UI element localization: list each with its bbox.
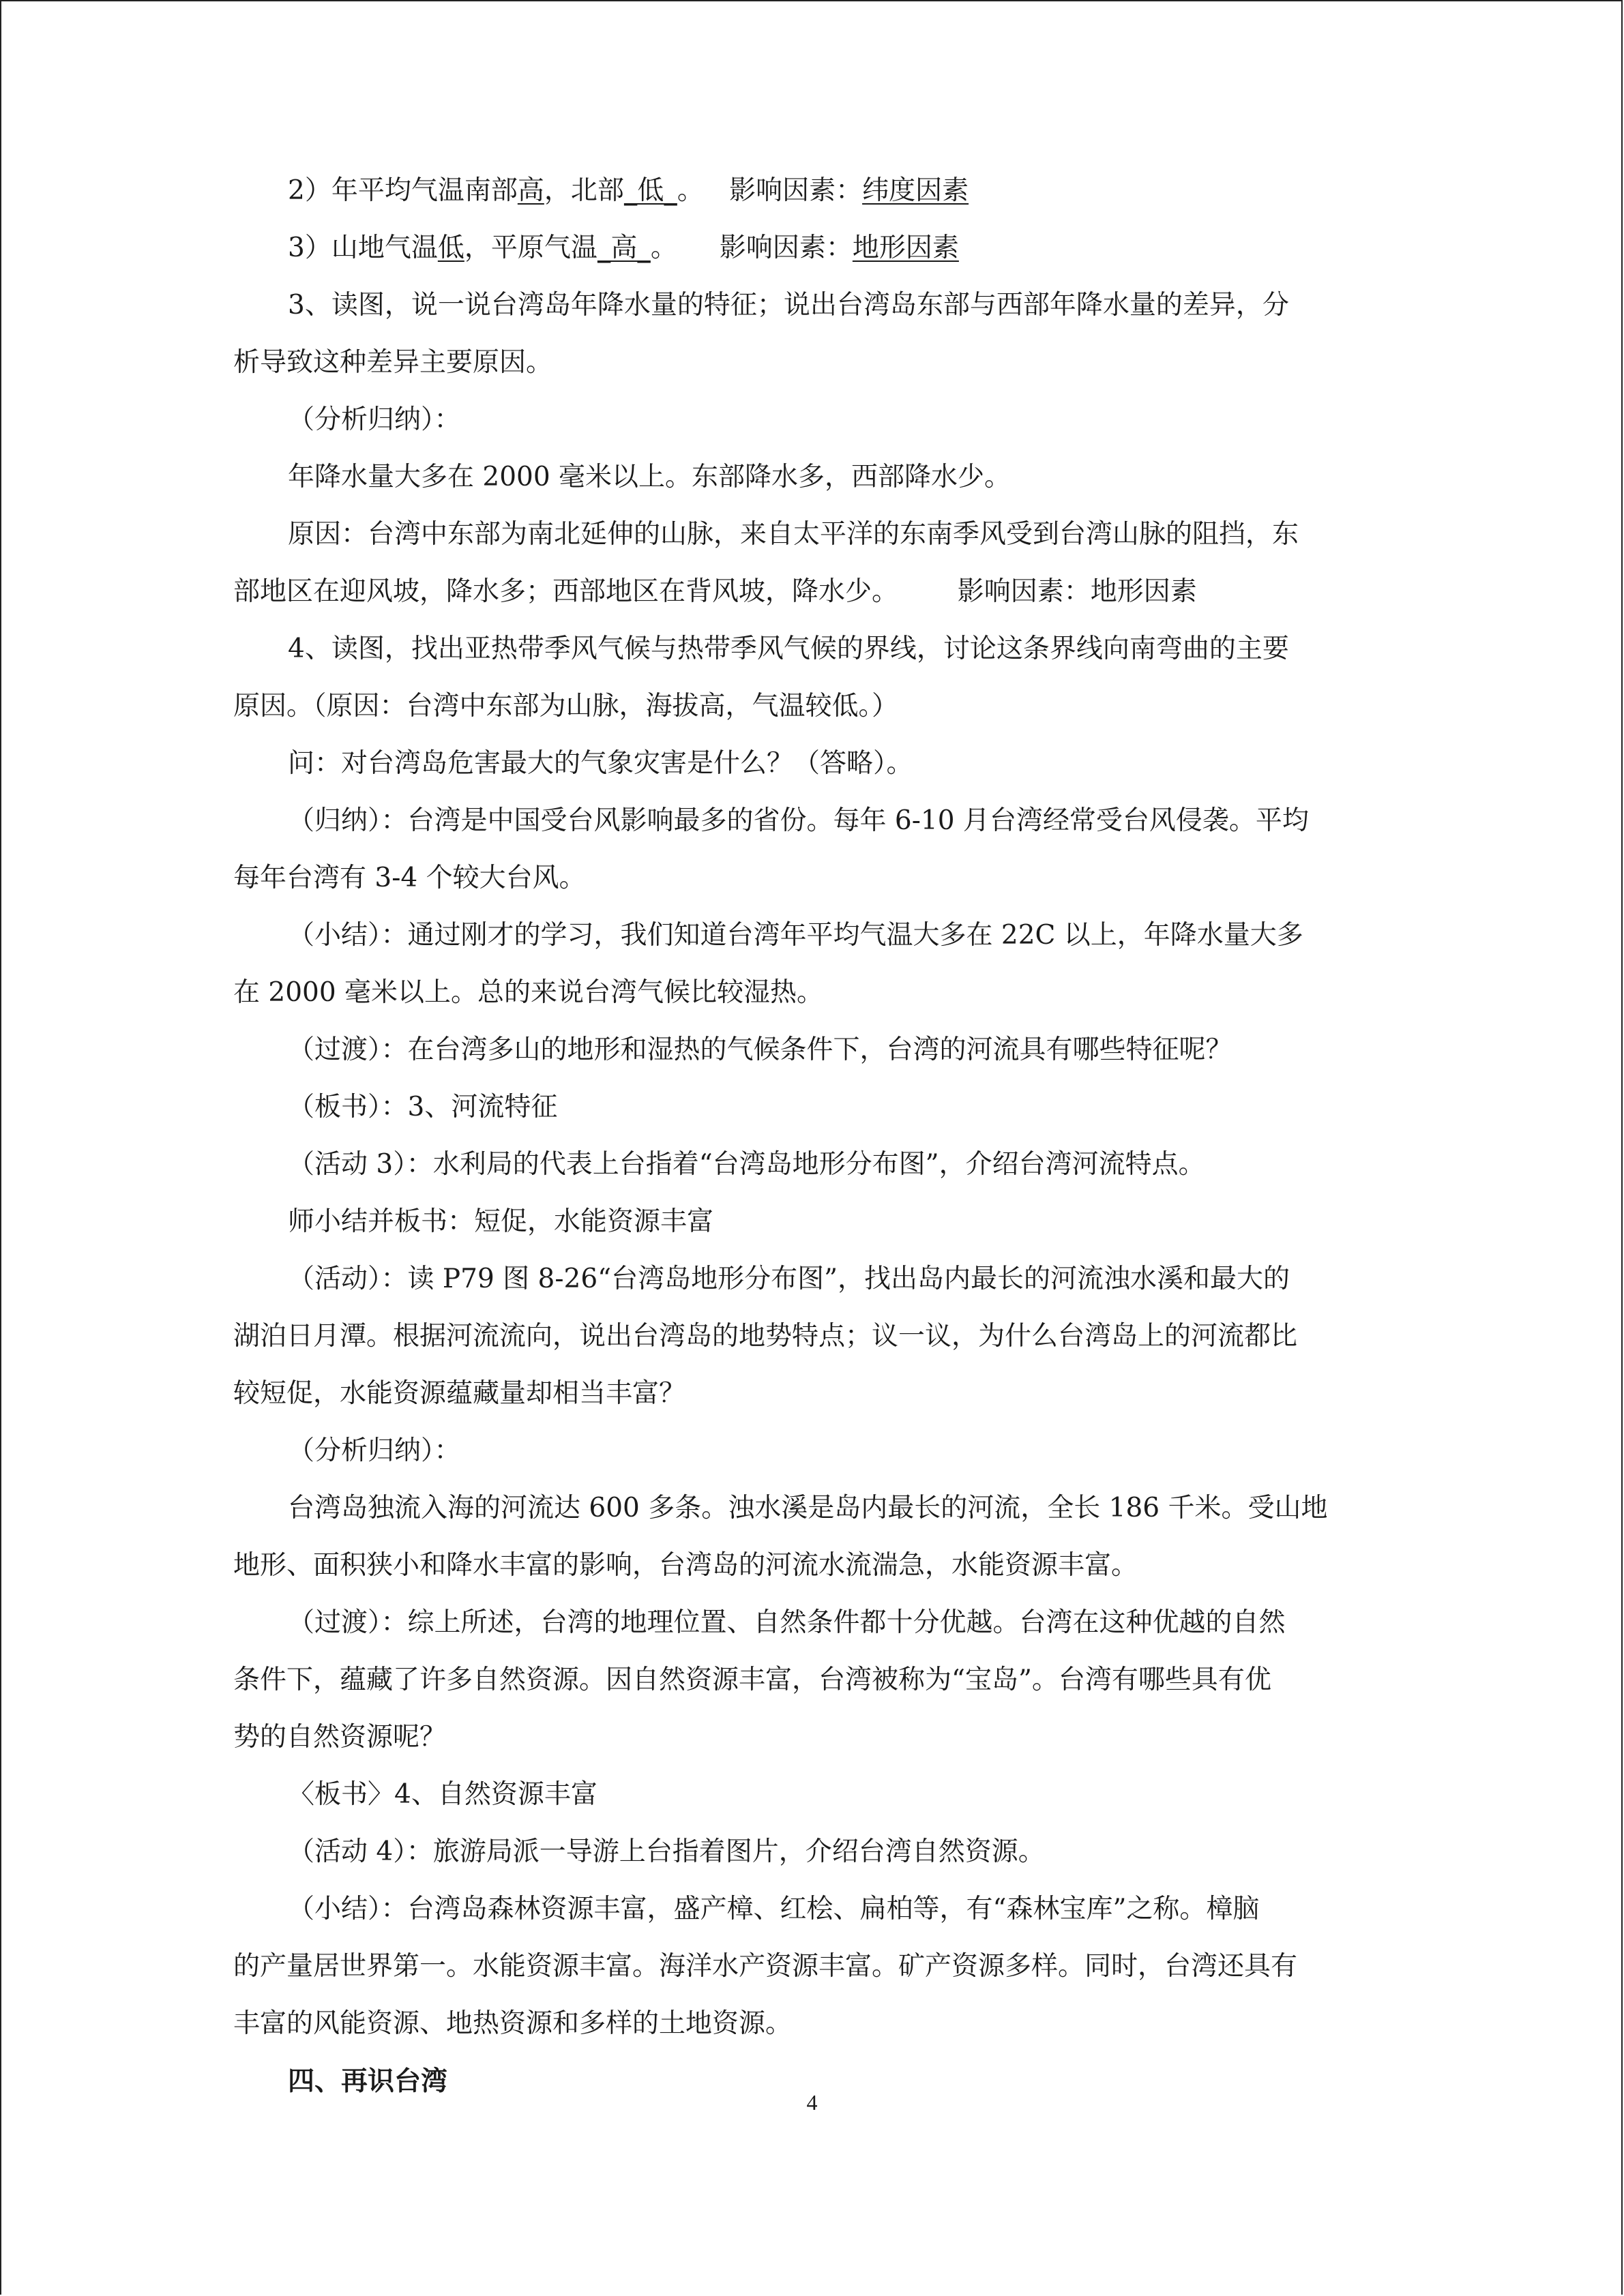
- paragraph-line: （过渡）：综上所述，台湾的地理位置、自然条件都十分优越。台湾在这种优越的自然: [288, 1607, 1286, 1638]
- paragraph-line: 3、读图，说一说台湾岛年降水量的特征；说出台湾岛东部与西部年降水量的差异，分: [288, 290, 1289, 320]
- text-run: 。 影响因素：: [677, 175, 863, 206]
- paragraph-line: （分析归纳）：: [288, 404, 461, 435]
- text-run: ，平原气温: [464, 233, 597, 263]
- paragraph-line: 的产量居世界第一。水能资源丰富。海洋水产资源丰富。矿产资源多样。同时，台湾还具有: [233, 1951, 1298, 1982]
- document-body: [233, 162, 1387, 2110]
- paragraph-line: 4、读图，找出亚热带季风气候与热带季风气候的界线，讨论这条界线向南弯曲的主要: [288, 633, 1289, 664]
- paragraph-line: 原因。（原因：台湾中东部为山脉，海拔高，气温较低。）: [233, 691, 899, 721]
- page-number: 4: [806, 2090, 818, 2115]
- paragraph-line: [233, 220, 1387, 277]
- paragraph-line: 条件下，蕴藏了许多自然资源。因自然资源丰富，台湾被称为“宝岛”。台湾有哪些具有优: [233, 1665, 1271, 1695]
- paragraph-line: （小结）：台湾岛森林资源丰富，盛产樟、红桧、扁柏等，有“森林宝库”之称。樟脑: [288, 1894, 1260, 1924]
- paragraph-line: 问：对台湾岛危害最大的气象灾害是什么？（答略）。: [288, 748, 913, 779]
- paragraph-line: 师小结并板书：短促，水能资源丰富: [288, 1206, 714, 1237]
- paragraph-line: 地形、面积狭小和降水丰富的影响，台湾岛的河流水流湍急，水能资源丰富。: [233, 1550, 1138, 1581]
- paragraph-line: 势的自然资源呢？: [233, 1722, 447, 1753]
- underlined-answer: 低: [437, 233, 464, 263]
- paragraph-line: 部地区在迎风坡，降水多；西部地区在背风坡，降水少。 影响因素：地形因素: [233, 576, 1197, 607]
- paragraph-line: 湖泊日月潭。根据河流流向，说出台湾岛的地势特点；议一议，为什么台湾岛上的河流都比: [233, 1321, 1298, 1352]
- paragraph-line: 在 2000 毫米以上。总的来说台湾气候比较湿热。: [233, 977, 824, 1008]
- text-run: 2）年平均气温南部: [288, 175, 518, 206]
- paragraph-line: [233, 162, 1387, 220]
- paragraph-line: 台湾岛独流入海的河流达 600 多条。浊水溪是岛内最长的河流，全长 186 千米。受山地: [288, 1493, 1328, 1523]
- paragraph-line: 每年台湾有 3-4 个较大台风。: [233, 863, 586, 893]
- paragraph-line: 丰富的风能资源、地热资源和多样的土地资源。: [233, 2008, 793, 2039]
- underlined-answer: 高: [517, 175, 544, 206]
- paragraph-line: 原因：台湾中东部为南北延伸的山脉，来自太平洋的东南季风受到台湾山脉的阻挡，东: [288, 519, 1299, 550]
- paragraph-line: （板书）：3、河流特征: [288, 1092, 558, 1122]
- underlined-answer: 地形因素: [852, 233, 959, 263]
- paragraph-line: 年降水量大多在 2000 毫米以上。东部降水多，西部降水少。: [288, 462, 1012, 492]
- paragraph-line: 析导致这种差异主要原因。: [233, 347, 553, 378]
- underlined-answer: _低_: [623, 175, 677, 206]
- paragraph-line: 〈板书〉4、自然资源丰富: [288, 1779, 597, 1810]
- text-run: 3）山地气温: [288, 233, 438, 263]
- text-run: 。 影响因素：: [650, 233, 853, 263]
- paragraph-line: 较短促，水能资源蕴藏量却相当丰富？: [233, 1378, 686, 1409]
- paragraph-line: （归纳）：台湾是中国受台风影响最多的省份。每年 6-10 月台湾经常受台风侵袭。平均: [288, 805, 1309, 836]
- underlined-answer: 纬度因素: [862, 175, 969, 206]
- paragraph-line: （小结）：通过刚才的学习，我们知道台湾年平均气温大多在 22C 以上，年降水量大多: [288, 920, 1303, 951]
- paragraph-line: （活动）：读 P79 图 8-26“台湾岛地形分布图”，找出岛内最长的河流浊水溪和最大的: [288, 1264, 1290, 1294]
- paragraph-line: （分析归纳）：: [288, 1435, 461, 1466]
- paragraph-line: （过渡）：在台湾多山的地形和湿热的气候条件下，台湾的河流具有哪些特征呢？: [288, 1034, 1232, 1065]
- underlined-answer: _高_: [597, 233, 651, 263]
- paragraph-line: （活动 3）：水利局的代表上台指着“台湾岛地形分布图”，介绍台湾河流特点。: [288, 1149, 1205, 1180]
- text-run: ，北部: [544, 175, 624, 206]
- paragraph-line: （活动 4）：旅游局派一导游上台指着图片，介绍台湾自然资源。: [288, 1836, 1045, 1867]
- section-heading: 四、再识台湾: [288, 2066, 448, 2097]
